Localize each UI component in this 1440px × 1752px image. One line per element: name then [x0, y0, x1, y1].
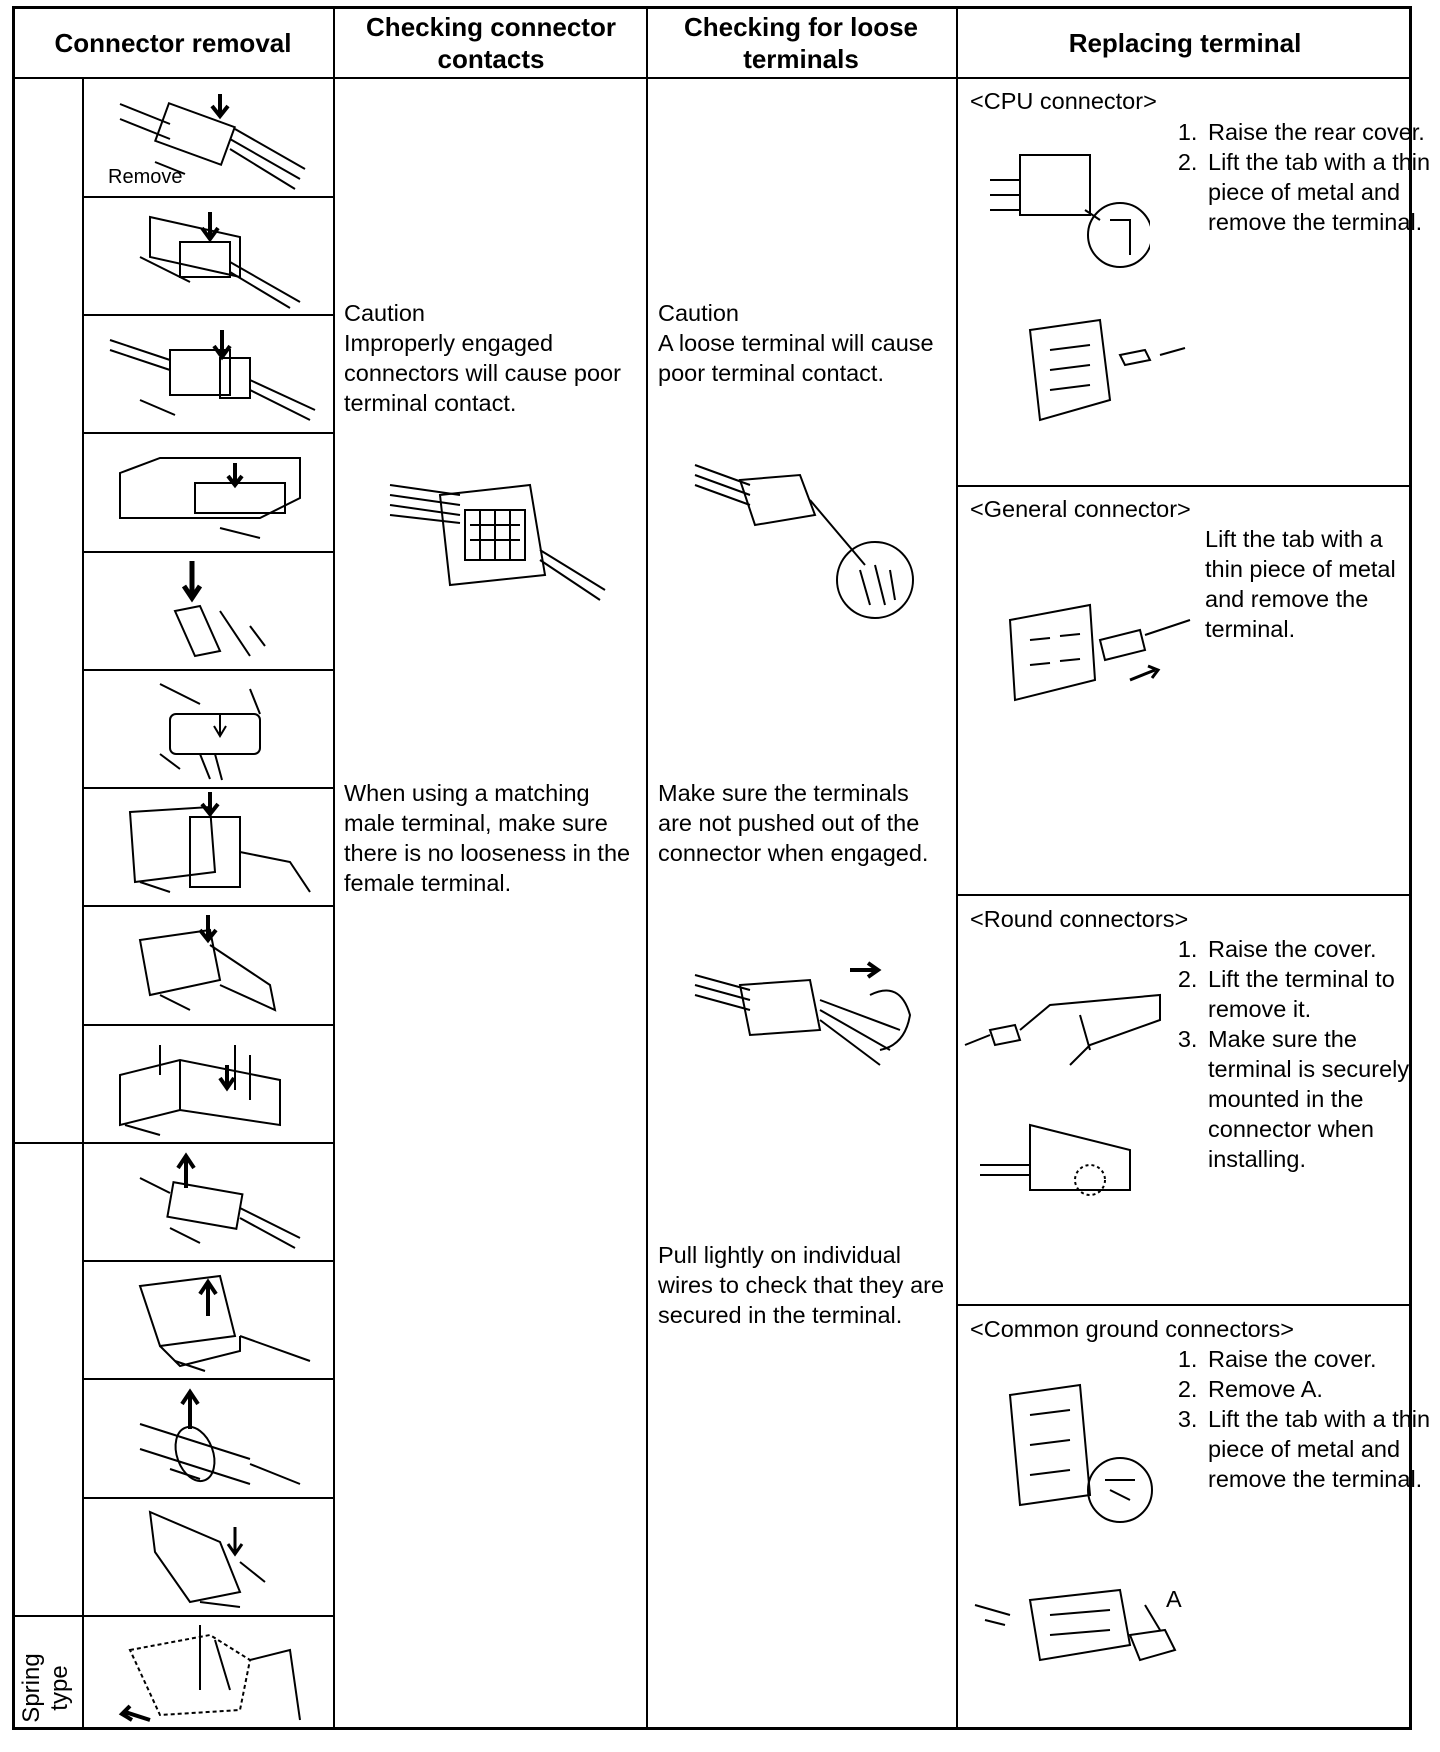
step-item: 1. Raise the cover. — [1204, 1344, 1440, 1374]
loose-not-pushed-note: Make sure the terminals are not pushed out of the connector when engaged. — [658, 780, 929, 866]
row-divider — [84, 432, 333, 434]
row-divider — [84, 1497, 333, 1499]
ground-connectors-steps — [1170, 1344, 1440, 1494]
row-divider — [84, 1260, 333, 1262]
ground-connector-illustration — [990, 1375, 1160, 1535]
cpu-connector-illustration — [990, 140, 1150, 270]
round-connector-installed-illustration — [980, 1105, 1160, 1200]
step-item: 2. Lift the terminal to remove it. — [1204, 964, 1440, 1024]
connector-contacts-illustration — [380, 465, 610, 605]
row-divider — [84, 1378, 333, 1380]
general-connector-illustration — [980, 580, 1200, 730]
group-divider — [12, 1615, 333, 1617]
contacts-caution-text: Caution Improperly engaged connectors will cause poor terminal contact. — [344, 300, 621, 416]
row-divider — [84, 196, 333, 198]
push-connector-illustration-8 — [100, 910, 320, 1018]
section-divider — [958, 1304, 1412, 1306]
ground-terminal-illustration — [970, 1575, 1190, 1695]
pull-up-connector-illustration-4 — [100, 1502, 320, 1610]
row-divider — [84, 1024, 333, 1026]
loose-caution-text: Caution A loose terminal will cause poor terminal contact. — [658, 300, 934, 386]
cpu-connector-steps — [1170, 117, 1440, 237]
spring-connector-illustration — [100, 1620, 320, 1726]
round-connector-illustration — [960, 975, 1170, 1075]
push-connector-illustration-9 — [100, 1030, 320, 1138]
engaged-connector-illustration — [690, 955, 920, 1075]
column-divider — [333, 6, 335, 1730]
callout-a-label: A — [1166, 1586, 1182, 1612]
header-connector-removal: Connector removal — [54, 27, 292, 58]
row-divider — [84, 314, 333, 316]
step-item: 3. Lift the tab with a thin piece of metal and remove the terminal. — [1204, 1404, 1440, 1494]
step-item: 3. Make sure the terminal is securely mounted in the connector when installing. — [1204, 1024, 1440, 1174]
row-divider — [84, 669, 333, 671]
row-divider — [84, 905, 333, 907]
row-divider — [84, 787, 333, 789]
push-connector-illustration-5 — [100, 556, 320, 664]
remove-label: Remove — [108, 166, 183, 188]
round-connectors-title: <Round connectors> — [970, 906, 1189, 932]
column-divider — [956, 6, 958, 1730]
section-divider — [958, 485, 1412, 487]
cpu-connector-title: <CPU connector> — [970, 88, 1157, 114]
group-label-divider — [82, 78, 84, 1730]
contacts-matching-note: When using a matching male terminal, make sure there is no looseness in the female terminal. — [344, 780, 631, 896]
header-divider — [12, 77, 1412, 79]
pull-up-connector-illustration-3 — [100, 1384, 320, 1492]
general-connector-title: <General connector> — [970, 496, 1191, 522]
row-divider — [84, 551, 333, 553]
header-checking-contacts: Checking connector contacts — [366, 11, 616, 74]
step-item: 1. Raise the cover. — [1204, 934, 1440, 964]
column-divider — [646, 6, 648, 1730]
step-item: 2. Remove A. — [1204, 1374, 1440, 1404]
push-connector-illustration-7 — [100, 792, 320, 900]
header-checking-loose: Checking for loose terminals — [683, 11, 919, 74]
push-connector-illustration-6 — [100, 674, 320, 782]
loose-pull-wires-note: Pull lightly on individual wires to check that they are secured in the terminal. — [658, 1242, 945, 1328]
ground-connectors-title: <Common ground connectors> — [970, 1316, 1294, 1342]
group-divider — [12, 1142, 333, 1144]
step-item: 1. Raise the rear cover. — [1204, 117, 1440, 147]
push-connector-illustration-2 — [100, 202, 320, 310]
pull-up-connector-illustration-1 — [100, 1148, 320, 1256]
round-connectors-steps — [1170, 934, 1440, 1174]
step-item: 2. Lift the tab with a thin piece of metal and remove the terminal. — [1204, 147, 1440, 237]
cpu-terminal-illustration — [1010, 310, 1190, 430]
push-connector-illustration-3 — [100, 320, 320, 428]
pull-up-connector-illustration-2 — [100, 1266, 320, 1374]
loose-terminal-illustration — [690, 455, 920, 625]
section-divider — [958, 894, 1412, 896]
header-replacing-terminal: Replacing terminal — [1068, 27, 1302, 58]
general-connector-text: Lift the tab with a thin piece of metal and remove the terminal. — [1205, 526, 1396, 642]
push-connector-illustration-4 — [100, 438, 320, 546]
group-label-spring-type: Spring type — [18, 1653, 73, 1723]
